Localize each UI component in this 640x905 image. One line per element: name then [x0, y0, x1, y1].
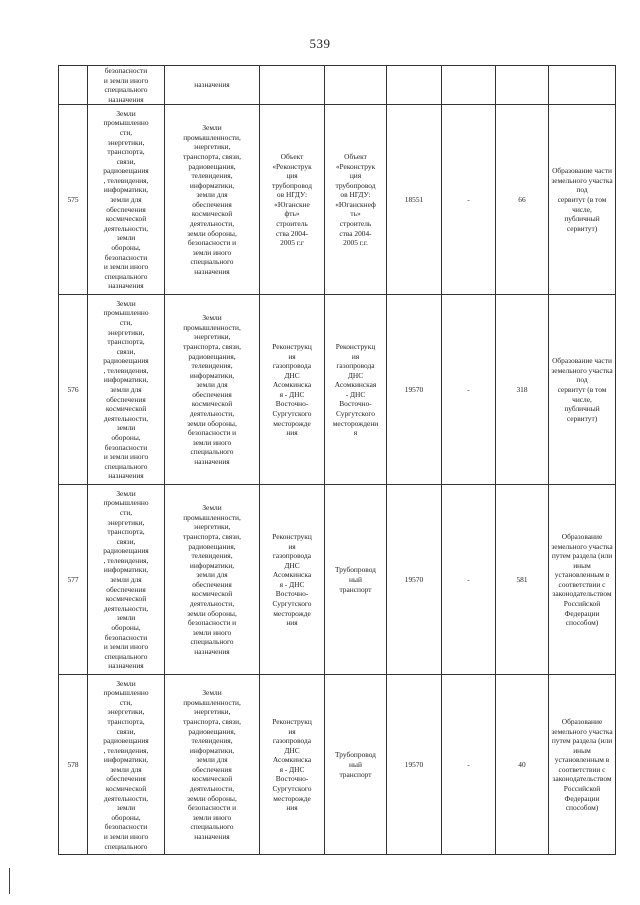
table-row	[59, 485, 616, 675]
code-cell: 19570	[387, 295, 442, 485]
object2-cell: Реконструкц ия газопровода ДНС Асомкинская - ДНС Восточно- Сургутского месторождени я	[325, 295, 387, 485]
row-number-cell: 575	[59, 105, 88, 295]
dash-cell: -	[442, 295, 496, 485]
category-short-cell: Земли промышленно сти, энергетики, транспорта, связи, радиовещания , телевидения, информатики, земли для обеспечения космической деятельности, земли обороны, безопасности и земли иного специального	[88, 675, 165, 855]
dash-cell: -	[442, 675, 496, 855]
code-cell: 19570	[387, 675, 442, 855]
object1-cell: Реконструкц ия газопровода ДНС Асомкинска я - ДНС Восточно- Сургутского месторожде ния	[260, 295, 325, 485]
purpose-cell	[549, 66, 616, 105]
area-cell: 66	[496, 105, 549, 295]
purpose-cell: Образование части земельного участка под сервитут (в том числе, публичный сервитут)	[549, 295, 616, 485]
object2-cell	[325, 66, 387, 105]
table-row	[59, 675, 616, 855]
purpose-cell: Образование части земельного участка под сервитут (в том числе, публичный сервитут)	[549, 105, 616, 295]
purpose-cell: Образование земельного участка путем раздела (или иным установленным в соответствии с законодательством Российской Федерации способом)	[549, 675, 616, 855]
category-full-cell: назначения	[165, 66, 260, 105]
dash-cell: -	[442, 105, 496, 295]
row-number-cell: 578	[59, 675, 88, 855]
table-row-continued	[59, 66, 616, 105]
row-number-cell: 577	[59, 485, 88, 675]
category-full-cell: Земли промышленности, энергетики, транспорта, связи, радиовещания, телевидения, информатики, земли для обеспечения космической деятельности, земли обороны, безопасности и земли иного специального назначения	[165, 485, 260, 675]
table-row	[59, 295, 616, 485]
object1-cell: Объект «Реконструк ция трубопровод ов НГДУ: «Юганскне фть» строитель ства 2004- 2005 г.г	[260, 105, 325, 295]
area-cell: 318	[496, 295, 549, 485]
margin-mark	[9, 868, 10, 894]
table-row	[59, 105, 616, 295]
row-number-cell	[59, 66, 88, 105]
page-number: 539	[309, 36, 331, 51]
dash-cell: -	[442, 485, 496, 675]
purpose-cell: Образование земельного участка путем раздела (или иным установленным в соответствии с законодательством Российской Федерации способом)	[549, 485, 616, 675]
code-cell: 19570	[387, 485, 442, 675]
category-short-cell: Земли промышленно сти, энергетики, транспорта, связи, радиовещания , телевидения, информатики, земли для обеспечения космической деятельности, земли обороны, безопасности и земли иного специального назначения	[88, 105, 165, 295]
category-short-cell: Земли промышленно сти, энергетики, транспорта, связи, радиовещания , телевидения, информатики, земли для обеспечения космической деятельности, земли обороны, безопасности и земли иного специального назначения	[88, 295, 165, 485]
row-number-cell: 576	[59, 295, 88, 485]
dash-cell	[442, 66, 496, 105]
code-cell: 18551	[387, 105, 442, 295]
object1-cell	[260, 66, 325, 105]
object2-cell: Объект «Реконструк ция трубопровод ов НГДУ: «Юганскнеф ть» строитель ства 2004- 2005 г.г.	[325, 105, 387, 295]
object1-cell: Реконструкц ия газопровода ДНС Асомкинска я - ДНС Восточно- Сургутского месторожде ния	[260, 485, 325, 675]
category-full-cell: Земли промышленности, энергетики, транспорта, связи, радиовещания, телевидения, информатики, земли для обеспечения космической деятельности, земли обороны, безопасности и земли иного специального назначения	[165, 295, 260, 485]
land-plots-table	[58, 65, 616, 855]
object2-cell: Трубопровод ный транспорт	[325, 675, 387, 855]
area-cell	[496, 66, 549, 105]
category-full-cell: Земли промышленности, энергетики, транспорта, связи, радиовещания, телевидения, информатики, земли для обеспечения космической деятельности, земли обороны, безопасности и земли иного специального назначения	[165, 105, 260, 295]
category-short-cell: безопасности и земли иного специального назначения	[88, 66, 165, 105]
area-cell: 40	[496, 675, 549, 855]
code-cell	[387, 66, 442, 105]
object2-cell: Трубопровод ный транспорт	[325, 485, 387, 675]
category-full-cell: Земли промышленности, энергетики, транспорта, связи, радиовещания, телевидения, информатики, земли для обеспечения космической деятельности, земли обороны, безопасности и земли иного специального назначения	[165, 675, 260, 855]
category-short-cell: Земли промышленно сти, энергетики, транспорта, связи, радиовещания , телевидения, информатики, земли для обеспечения космической деятельности, земли обороны, безопасности и земли иного специального назначения	[88, 485, 165, 675]
object1-cell: Реконструкц ия газопровода ДНС Асомкинска я - ДНС Восточно- Сургутского месторожде ния	[260, 675, 325, 855]
area-cell: 581	[496, 485, 549, 675]
